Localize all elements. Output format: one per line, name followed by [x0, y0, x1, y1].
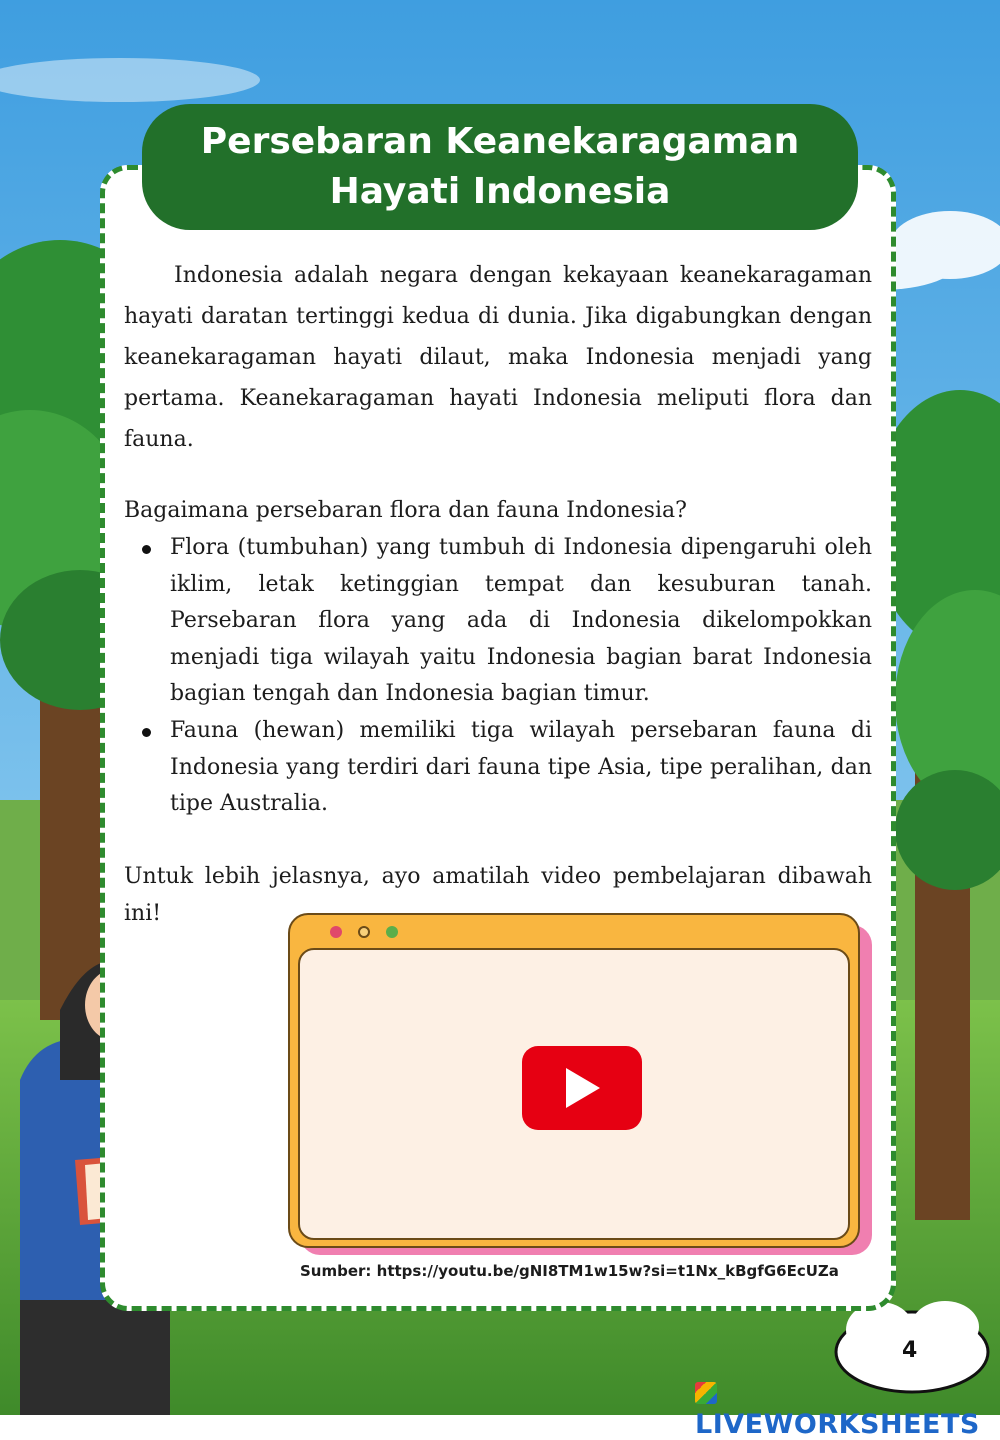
window-dot-outline-icon: [358, 926, 370, 938]
liveworksheets-logo-icon: [695, 1382, 717, 1404]
window-dot-green-icon: [386, 926, 398, 938]
play-icon: [566, 1068, 600, 1108]
intro-text: Indonesia adalah negara dengan kekayaan keanekaragaman hayati daratan tertinggi kedua di dunia. Jika digabungkan dengan keanekaragaman hayati dilaut, maka Indonesia menjadi yang pertama. Keanekaragaman hayati Indonesia meliputi flora dan fauna.: [124, 263, 872, 452]
watermark-text: LIVEWORKSHEETS: [695, 1409, 980, 1440]
bullet-icon: [142, 545, 151, 554]
bullet-list: [124, 530, 872, 823]
video-source-link[interactable]: Sumber: https://youtu.be/gNI8TM1w15w?si=t1Nx_kBgfG6EcUZa: [300, 1262, 839, 1280]
intro-paragraph: [124, 255, 872, 460]
bullet-icon: [142, 728, 151, 737]
page-title-line-1: Persebaran Keanekaragaman: [200, 121, 800, 162]
window-dot-red-icon: [330, 926, 342, 938]
closing-paragraph: Untuk lebih jelasnya, ayo amatilah video pembelajaran dibawah ini!: [124, 864, 872, 926]
video-player[interactable]: [288, 913, 860, 1248]
list-item: [124, 713, 872, 823]
question-heading: Bagaimana persebaran flora dan fauna Indonesia?: [124, 498, 687, 523]
list-item-text: Fauna (hewan) memiliki tiga wilayah persebaran fauna di Indonesia yang terdiri dari fauna tipe Asia, tipe peralihan, dan tipe Australia.: [170, 717, 872, 817]
watermark: [695, 1378, 1000, 1440]
video-screen[interactable]: [298, 948, 850, 1240]
page-title-line-2: Hayati Indonesia: [329, 171, 671, 212]
list-item: [124, 530, 872, 713]
title-banner: [142, 104, 858, 230]
page-number: 4: [902, 1338, 918, 1363]
play-button[interactable]: [522, 1046, 642, 1130]
list-item-text: Flora (tumbuhan) yang tumbuh di Indonesia dipengaruhi oleh iklim, letak ketinggian tempat dan kesuburan tanah. Persebaran flora yang ada di Indonesia dikelompokkan menjadi tiga wilayah yaitu Indonesia bagian barat Indonesia bagian tengah dan Indonesia bagian timur.: [170, 535, 872, 707]
